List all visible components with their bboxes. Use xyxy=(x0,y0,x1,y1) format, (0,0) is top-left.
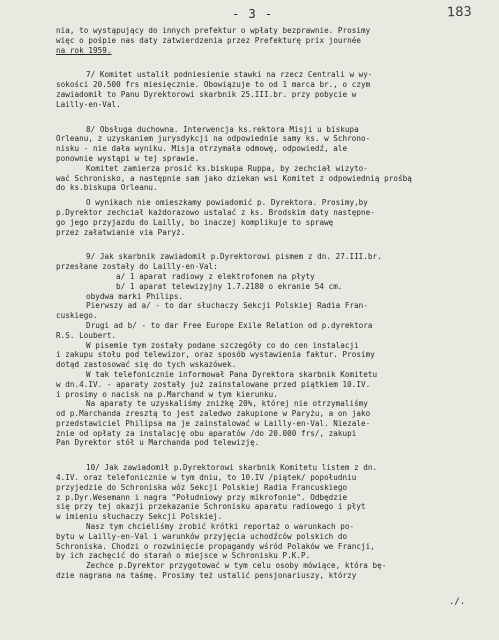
text-line: b/ 1 aparat telewizyjny 1.7.2180 o ekranie 54 cm. xyxy=(116,281,343,291)
page-header xyxy=(0,4,499,26)
text-line: zawiadomił to Panu Dyrektorowi skarbnik 25.III.br. przy pobycie w xyxy=(56,89,357,99)
paragraph-10 xyxy=(56,463,490,581)
text-line: Na aparaty te uzyskaliśmy zniżkę 20%, której nie otrzymaliśmy xyxy=(86,399,368,409)
text-line: cuskiego. xyxy=(56,311,98,321)
text-line: 10/ Jak zawiadomił p.Dyrektorowi skarbnik Komitetu listem z dn. xyxy=(86,463,378,473)
document-body xyxy=(56,24,490,581)
paragraph-9 xyxy=(56,252,490,448)
text-line: przez załatwianie via Paryż. xyxy=(56,227,186,237)
text-line: wać Schronisko, a następnie sam jako dziekan wsi Komitet z odpowiednią prośbą xyxy=(56,173,412,183)
page-number: - 3 - xyxy=(232,7,274,21)
paragraph-continuation xyxy=(56,26,490,55)
text-line: Drugi ad b/ - to dar Free Europe Exile Relation od p.dyrektora xyxy=(86,320,373,330)
text-line: nia, to wystąpujący do innych prefektur o wpłaty bezprawnie. Prosimy xyxy=(56,26,371,35)
text-line: O wynikach nie omieszkamy powiadomić p. Dyrektora. Prosimy,by xyxy=(86,198,368,208)
text-line: dzie nagrana na taśmę. Prosimy też ustalić pensjonariuszy, którzy xyxy=(56,571,357,581)
text-line: w dn.4.IV. - aparaty zostały już zainstalowane przed piątkiem 10.IV. xyxy=(56,379,371,389)
text-line: Nasz tym chcieliśmy zrobić krótki reportaż o warunkach po- xyxy=(86,522,355,532)
text-line: 8/ Obsługa duchowna. Interwencja ks.rektora Misji u biskupa xyxy=(86,124,359,134)
text-line: Lailly-en-Val. xyxy=(56,99,121,109)
text-line: nisku - nie dała wyniku. Misja otrzymała odmowę, odpowiedź, ale xyxy=(56,144,348,154)
text-line: obydwa marki Philips. xyxy=(86,291,184,301)
text-line: Pierwszy ad a/ - to dar słuchaczy Sekcji Polskiej Radia Fran- xyxy=(86,301,368,311)
text-line: p.Dyrektor zechciał każdorazowo ustalać z ks. Brodskim daty następne- xyxy=(56,207,375,217)
text-line: W pisemie tym zostały podane szczegóły co do cen instalacji xyxy=(86,340,359,350)
continuation-mark: ./. xyxy=(449,597,466,607)
text-line: przyjedzie do Schroniska wóz Sekcji Polskiej Radia Francuskiego xyxy=(56,482,348,492)
text-line: dotąd zastosować się do tych wskazówek. xyxy=(56,360,237,370)
text-line: na rok 1959. xyxy=(56,45,112,55)
text-line: by ich zachęcić do starań o miejsce w Schronisku P.K.P. xyxy=(56,551,311,561)
text-line: Schroniska. Chodzi o rozwinięcie propagandy wśród Polaków we Francji, xyxy=(56,541,375,551)
text-line: więc o pośpie nas daty zatwierdzenia przez Prefekturę prix journée xyxy=(56,35,362,45)
text-line: go jego przyjazdu do Lailly, bo inaczej komplikuje to sprawę xyxy=(56,217,334,227)
text-line: Orleanu, z uzyskaniem jurysdykcji na odpowiednie samy ks. w Schrono- xyxy=(56,134,371,144)
text-line: W tak telefonicznie informował Pana Dyrektora skarbnik Komitetu xyxy=(86,369,378,379)
text-line: 4.IV. oraz telefonicznie w tym dniu, to 10.IV /piątek/ popołudniu xyxy=(56,473,357,483)
text-line: Pan Dyrektor stół u Marchanda pod telewizję. xyxy=(56,438,260,448)
text-line: się przy tej okazji przekazanie Schronisku aparatu radiowego i płyt xyxy=(56,502,366,512)
text-line: Komitet zamierza prosić ks.biskupa Ruppa, by zechciał wizyto- xyxy=(86,163,368,173)
text-line: przedstawiciel Philipsa ma je zainstalować w Lailly-en-Val. Niezale- xyxy=(56,418,371,428)
archive-number-handwritten: 183 xyxy=(446,4,473,21)
text-line: do ks.biskupa Orleanu. xyxy=(56,183,158,193)
text-line: żnie od opłaty za instalację obu aparatów /do 20.000 frs/, zakupi xyxy=(56,428,357,438)
text-line: a/ 1 aparat radiowy z elektrofonem na płyty xyxy=(116,271,315,281)
text-line: przesłane zostały do Lailly-en-Val: xyxy=(56,262,218,272)
text-line: z p.Dyr.Wesemann i nagra "Południowy przy mikrofonie". Odbędzie xyxy=(56,492,348,502)
text-line: i prosimy o nacisk na p.Marchand w tym kierunku. xyxy=(56,389,278,399)
paragraph-8 xyxy=(56,125,490,238)
text-line: w imieniu słuchaczy Sekcji Polskiej. xyxy=(56,512,223,522)
text-line: 9/ Jak skarbnik zawiadomił p.Dyrektorowi pismem z dn. 27.III.br. xyxy=(86,252,382,262)
text-line: od p.Marchanda zresztą to jest zaledwo zakupione w Paryżu, a on jako xyxy=(56,409,371,419)
text-line: i zakupu stołu pod telewizor, oraz sposób wystawienia faktur. Prosimy xyxy=(56,350,375,360)
paragraph-7 xyxy=(56,70,490,109)
text-line: R.S. Loubert. xyxy=(56,330,117,340)
text-line: 7/ Komitet ustalił podniesienie stawki na rzecz Centrali w wy- xyxy=(86,70,373,80)
text-line: ponownie wystąpi w tej sprawie. xyxy=(56,153,200,163)
text-line: bytu w Lailly-en-Val i warunków przyjęcia uchodźców polskich do xyxy=(56,531,348,541)
text-line: sokości 20.500 frs miesięcznie. Obowiązuje to od 1 marca br., o czym xyxy=(56,80,371,90)
text-line: Zechce p.Dyrektor przygotować w tym celu osoby mówiące, która bę- xyxy=(86,561,387,571)
